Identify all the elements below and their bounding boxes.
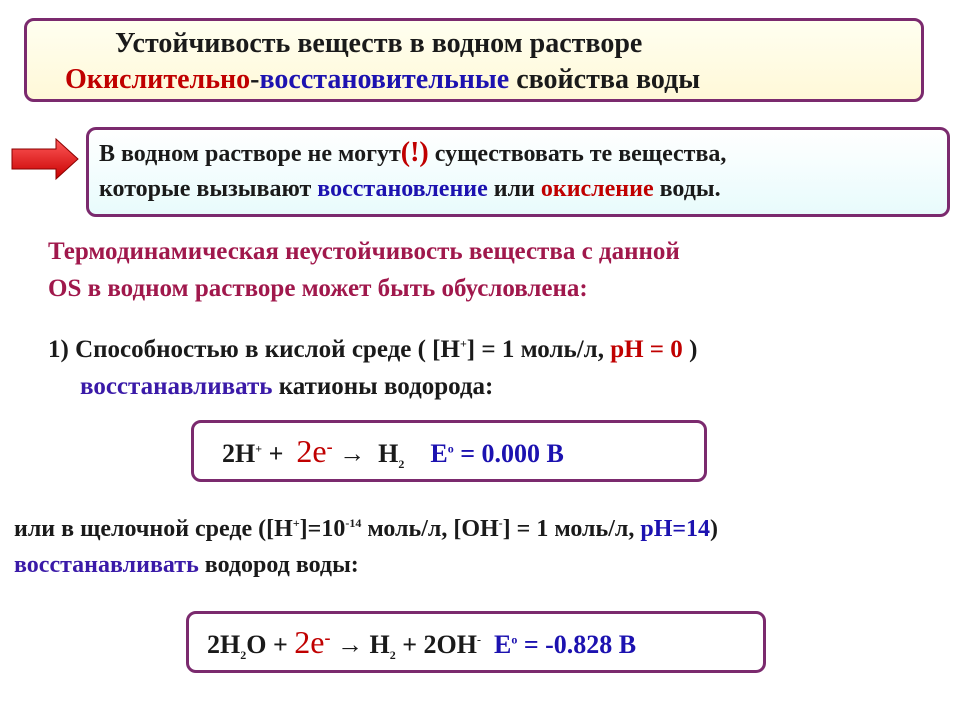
item1-line2: восстанавливать катионы водорода: — [80, 373, 494, 400]
subtitle-rest: свойства воды — [509, 64, 701, 95]
exclamation-mark: (!) — [400, 137, 429, 168]
equation-2: $2H_2O + 2e^- \to H_2 + 2OH^-$ $E^o = -0.828$ B — [207, 624, 637, 663]
slide-title — [115, 27, 642, 61]
title-box — [24, 18, 924, 102]
item2-ph: pH=14 — [640, 516, 711, 542]
item2-verb: восстанавливать — [14, 552, 199, 578]
subtitle-dash: - — [250, 64, 260, 95]
note-oxidation: окисление — [540, 176, 654, 202]
potential-1-value: = 0.000 B — [453, 439, 564, 468]
item2-line2: восстанавливать водород воды: — [14, 552, 359, 578]
item1-verb: восстанавливать — [80, 373, 273, 400]
item1-ph: pH = 0 — [610, 336, 683, 363]
potential-2-value: = -0.828 B — [517, 630, 637, 659]
thermo-line2: OS в водном растворе может быть обусловлена: — [48, 275, 588, 302]
equation-box-1 — [191, 420, 707, 482]
title-line1: Устойчивость веществ в водном растворе — [115, 28, 643, 59]
note-box — [86, 127, 950, 217]
electron-term-1: 2e — [296, 433, 327, 469]
potential-1-symbol: E — [430, 439, 448, 468]
item1-line1: 1) Способностью в кислой среде ( [H+] = 1 моль/л, pH = 0 ) — [48, 336, 698, 363]
thermo-line1: Термодинамическая неустойчивость вещества с данной — [48, 238, 680, 265]
note-line2: которые вызывают восстановление или окисление воды. — [99, 176, 721, 202]
subtitle-reducing: восстановительные — [259, 64, 510, 95]
potential-2-symbol: E — [493, 630, 512, 659]
note-line1: В водном растворе не могут(!) существовать те вещества, — [99, 137, 727, 168]
electron-term-2: 2e — [294, 624, 325, 660]
equation-box-2 — [186, 611, 766, 673]
equation-1: $2H^+ + 2e^- \to H_2$ $E^o = 0.000$ B — [222, 433, 564, 472]
right-arrow-icon — [10, 137, 80, 181]
note-reduction: восстановление — [317, 176, 488, 202]
slide-subtitle — [65, 63, 700, 97]
item2-line1: или в щелочной среде ($[H^+]=10^{-14}$ моль/л, [OH-] = 1 моль/л, pH=14) — [14, 516, 719, 542]
subtitle-oxidizing: Окислительно — [65, 64, 251, 95]
